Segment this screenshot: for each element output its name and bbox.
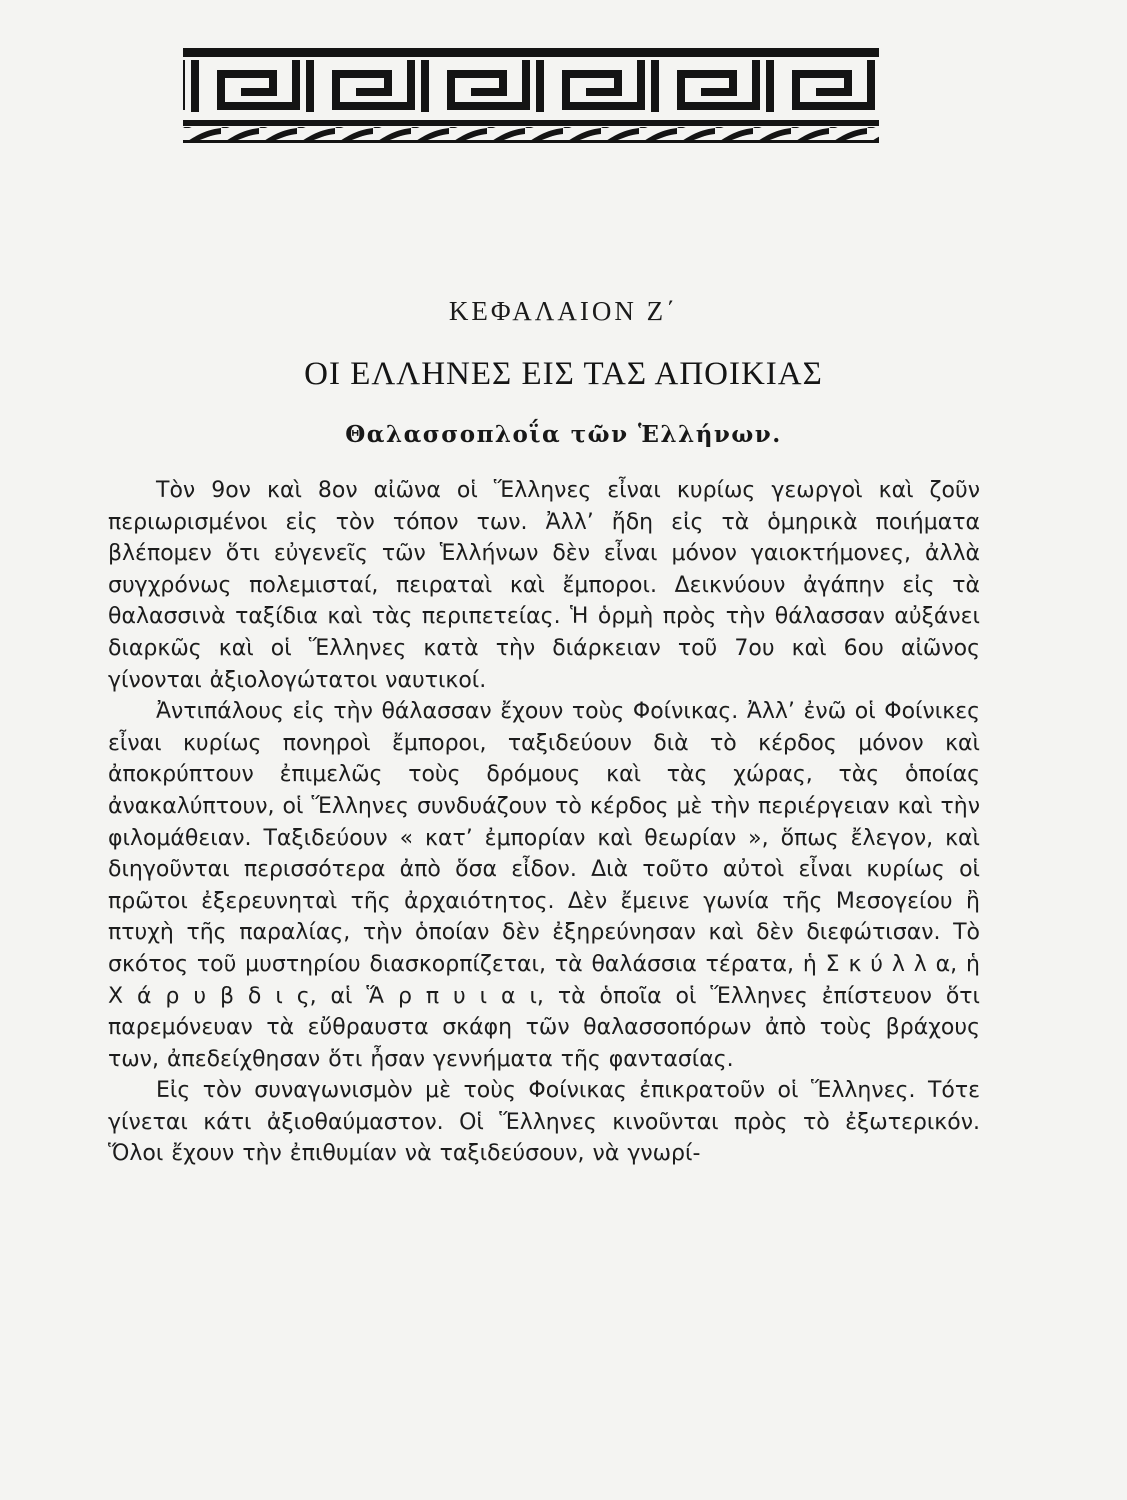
chapter-title: ΟΙ ΕΛΛΗΝΕΣ ΕΙΣ ΤΑΣ ΑΠΟΙΚΙΑΣ [304,356,823,392]
section-title: Θαλασσοπλοΐα τῶν Ἑλλήνων. [345,421,782,448]
greek-key-meander-ornament [183,48,879,144]
paragraph-1: Τὸν 9ον καὶ 8ον αἰῶνα οἱ Ἕλληνες εἶναι κυρίως γεωργοὶ καὶ ζοῦν περιωρισμένοι εἰς τὸν τόπον των. Ἀλλ’ ἤδη εἰς τὰ ὁμηρικὰ ποιήματα βλέπομεν ὅτι εὐγενεῖς τῶν Ἑλλήνων δὲν εἶναι μόνον γαιοκτήμονες, ἀλλὰ συγχρόνως πολεμισταί, πειραταὶ καὶ ἔμποροι. Δεικνύουν ἀγάπην εἰς τὰ θαλασσινὰ ταξίδια καὶ τὰς περιπετείας. Ἡ ὁρμὴ πρὸς τὴν θάλασσαν αὐξάνει διαρκῶς καὶ οἱ Ἕλληνες κατὰ τὴν διάρκειαν τοῦ 7ου καὶ 6ου αἰῶνος γίνονται ἀξιολογώτατοι ναυτικοί. [108,478,980,693]
body-text [108,475,980,1170]
paragraph-3: Εἰς τὸν συναγωνισμὸν μὲ τοὺς Φοίνικας ἐπικρατοῦν οἱ Ἕλληνες. Τότε γίνεται κάτι ἀξιοθαύμαστον. Οἱ Ἕλληνες κινοῦνται πρὸς τὸ ἐξωτερικόν. Ὅλοι ἔχουν τὴν ἐπιθυμίαν νὰ ταξιδεύσουν, νὰ γνωρί- [108,1078,980,1167]
chapter-label: ΚΕΦΑΛΑΙΟΝ Ζ΄ [448,296,679,326]
paragraph-2: Ἀντιπάλους εἰς τὴν θάλασσαν ἔχουν τοὺς Φοίνικας. Ἀλλ’ ἐνῶ οἱ Φοίνικες εἶναι κυρίως πονηροὶ ἔμποροι, ταξιδεύουν διὰ τὸ κέρδος μόνον καὶ ἀποκρύπτουν ἐπιμελῶς τοὺς δρόμους καὶ τὰς χώρας, τὰς ὁποίας ἀνακαλύπτουν, οἱ Ἕλληνες συνδυάζουν τὸ κέρδος μὲ τὴν περιέργειαν καὶ τὴν φιλομάθειαν. Ταξιδεύουν « κατ’ ἐμπορίαν καὶ θεωρίαν », ὅπως ἔλεγον, καὶ διηγοῦνται περισσότερα ἀπὸ ὅσα εἶδον. Διὰ τοῦτο αὐτοὶ εἶναι κυρίως οἱ πρῶτοι ἐξερευνηταὶ τῆς ἀρχαιότητος. Δὲν ἔμεινε γωνία τῆς Μεσογείου ἢ πτυχὴ τῆς παραλίας, τὴν ὁποίαν δὲν ἐξηρεύνησαν καὶ δὲν διεφώτισαν. Τὸ σκότος τοῦ μυστηρίου διασκορπίζεται, τὰ θαλάσσια τέρατα, ἡ Σ κ ύ λ λ α, ἡ Χ ά ρ υ β δ ι ς, αἱ Ἅ ρ π υ ι α ι, τὰ ὁποῖα οἱ Ἕλληνες ἐπίστευον ὅτι παρεμόνευαν τὰ εὔθραυστα σκάφη τῶν θαλασσοπόρων ἀπὸ τοὺς βράχους των, ἀπεδείχθησαν ὅτι ἦσαν γεννήματα τῆς φαντασίας. [108,699,980,1072]
